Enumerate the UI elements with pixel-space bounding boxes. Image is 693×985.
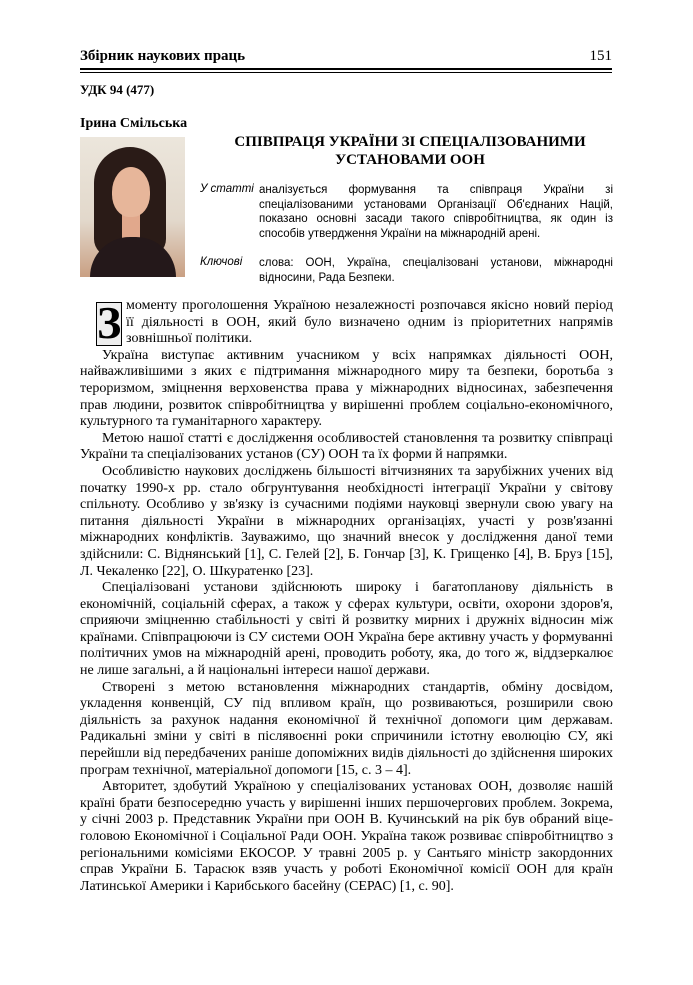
article-title: СПІВПРАЦЯ УКРАЇНИ ЗІ СПЕЦІАЛІЗОВАНИМИ УСТАНОВАМИ ООН — [234, 134, 586, 168]
body-paragraph: Створені з метою встановлення міжнародних стандартів, обміну досвідом, укладення конвенцій, СУ під впливом країн, що розвиваються, розширили свою діяльність за рахунок надання економічної й технічної допомоги цим державам. Радикальні зміни у світі в післявоєнні роки спричинили істотну еволюцію СУ, які перейшли від передбачених раніше допоміжних видів діяльності до здійснення широких програм технічної, матеріальної допомоги [15, с. 3 – 4]. — [80, 679, 613, 778]
body-paragraph: Спеціалізовані установи здійснюють широку і багатопланову діяльність в економічній, соціальній сферах, а також у сферах культури, освіти, охорони здоров'я, сприяючи зміцненню стабільності у світі й розвитку мирних і дружніх відносин між країнами. Співпрацюючи із СУ системи ООН Україна бере активну участь у формуванні політичних умов на міжнародній арені, проводить роботу, яка, до того ж, віддзеркалює не лише загальні, а й національні інтереси нашої держави. — [80, 580, 613, 679]
abstract-text: спеціалізованими установами Організації Об'єднаних Націй, показано основні засади такого співробітництва, як один із способів утвердження України на міжнародній арені. — [259, 198, 613, 240]
abstract-first-line: аналізується формування та співпраця України зі — [259, 184, 613, 196]
author-name: Ірина Смільська — [80, 116, 188, 131]
body-paragraph: Авторитет, здобутий Україною у спеціалізованих установах ООН, дозволяє нашій країні брати безпосередню участь у вирішенні інших першочергових проблем. Зокрема, у січні 2003 р. Представник України при ООН В. Кучинський на рік був обраний віце-головою Економічної і Соціальної Ради ООН. Україна також розвиває співробітництво з регіональними комісіями ЕКОСОР. У травні 2005 р. у Сантьяго міністр закордонних справ України Б. Тарасюк взяв участь у роботі Економічної комісії ООН для країн Латинської Америки і Карибського басейну (СЕРАС) [1, с. 90]. — [80, 779, 613, 894]
keywords-text: відносини, Рада Безпеки. — [259, 271, 395, 284]
author-photo — [80, 137, 185, 277]
journal-title: Збірник наукових праць — [80, 48, 246, 64]
article-body — [80, 298, 613, 895]
body-paragraph: Метою нашої статті є дослідження особливостей становлення та розвитку співпраці України та спеціалізованих установ (СУ) ООН та їх форми й напрямки. — [80, 430, 613, 463]
drop-cap: З — [97, 297, 122, 348]
body-paragraph: Україна виступає активним учасником у всіх напрямках діяльності ООН, найважливішими з яких є підтримання міжнародного миру та безпеки, боротьба з тероризмом, зміцнення верховенства права у міжнародних відносинах, забезпечення прав людини, розвиток співробітництва у вирішенні проблем соціально-економічного, культурного та гуманітарного характеру. — [80, 347, 613, 430]
body-paragraph: Особливістю наукових досліджень більшості вітчизняних та зарубіжних учених від початку 1990-х рр. стало обгрунтування необхідності інтеграції України у світову спільноту. Особливо у зв'язку із сучасними подіями науковці звернули свою увагу на питання діяльності України в міжнародних організаціях, участі у розв'язанні міжнародних конфліктів. Зауважимо, що значний внесок у дослідження даної теми здійснили: С. Віднянський [1], С. Гелей [2], Б. Гончар [3], К. Грищенко [4], В. Бруз [15], Л. Чекаленко [22], О. Шкуратенко [23]. — [80, 463, 613, 579]
udk-code: УДК 94 (477) — [80, 82, 155, 97]
keywords-first-line: слова: ООН, Україна, спеціалізовані установи, міжнародні — [259, 257, 613, 269]
keywords-label: Ключові — [200, 256, 243, 268]
page-number: 151 — [589, 48, 612, 64]
intro-paragraph — [80, 298, 613, 348]
intro-text: моменту проголошення Україною незалежності розпочався якісно новий період її діяльності в ООН, який було визначено одним із пріоритетних напрямів зовнішньої політики. — [126, 298, 613, 347]
header-rule — [80, 68, 612, 73]
abstract-label: У статті — [200, 183, 254, 195]
